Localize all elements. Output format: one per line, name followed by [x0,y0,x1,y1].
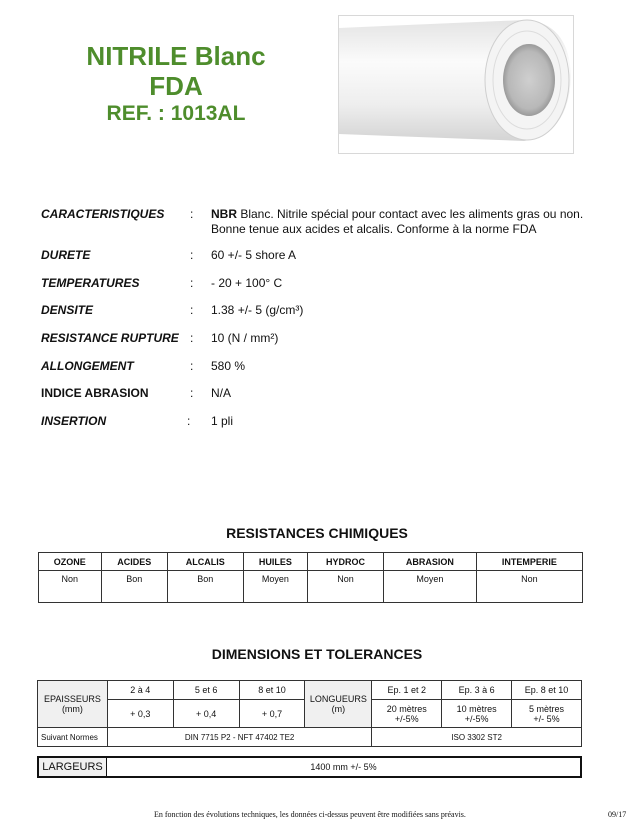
spec-colon: : [190,207,194,221]
epaisseur-tolerance-3 [239,700,305,728]
epaisseur-tolerance-3-text: + 0,7 [261,708,283,719]
resistance-value-hydroc: Non [308,571,384,603]
longueur-value-2 [442,700,512,728]
resistance-header-ozone: OZONE [39,553,102,571]
spec-colon: : [190,359,194,373]
normes-label: Suivant Normes [38,728,108,747]
spec-label-temperatures: TEMPERATURES [41,276,140,290]
resistances-table [38,552,583,603]
footer-disclaimer: En fonction des évolutions techniques, les données ci-dessus peuvent être modifiées sans préavis. [154,810,466,819]
spec-value-line2: Bonne tenue aux acides et alcalis. Conforme à la norme FDA [211,222,537,236]
spec-value-temperatures: - 20 + 100° C [211,276,283,290]
spec-label-caracteristiques: CARACTERISTIQUES [41,207,165,221]
longueur-ep-3: Ep. 8 et 10 [512,681,582,700]
spec-label-indice-abrasion: INDICE ABRASION [41,386,149,400]
footer-code: 09/17 [608,810,627,819]
epaisseur-tolerance-2-text: + 0,4 [196,708,217,719]
epaisseurs-label: EPAISSEURS [44,694,101,704]
largeurs-table [37,756,582,778]
resistance-value-intemperie: Non [476,571,582,603]
longueur-ep-1: Ep. 1 et 2 [372,681,442,700]
resistance-value-alcalis: Bon [167,571,243,603]
resistance-value-acides: Bon [101,571,167,603]
product-subtitle: FDA [149,71,203,101]
spec-value-bold: NBR [211,207,237,221]
spec-value-allongement: 580 % [211,359,246,373]
spec-value-caracteristiques [211,207,583,237]
resistance-header-abrasion: ABRASION [383,553,476,571]
largeurs-value: 1400 mm +/- 5% [107,757,582,777]
spec-colon: : [190,386,194,400]
spec-label-resistance-rupture: RESISTANCE RUPTURE [41,331,179,345]
epaisseur-range-1: 2 à 4 [107,681,173,700]
dimensions-table [37,680,582,747]
largeurs-label: LARGEURS [38,757,107,777]
spec-value-insertion: 1 pli [211,414,234,428]
epaisseur-tolerance-1 [107,700,173,728]
longueur-value-3-text: 5 mètres [529,703,565,714]
spec-value-resistance-rupture: 10 (N / mm²) [211,331,279,345]
epaisseur-range-3: 8 et 10 [239,681,305,700]
resistances-title: RESISTANCES CHIMIQUES [226,525,408,541]
resistance-value-ozone: Non [39,571,102,603]
spec-label-insertion: INSERTION [41,414,107,428]
product-roll-image [338,15,574,154]
longueurs-unit: (m) [331,704,346,714]
longueur-tolerance-3: +/- 5% [533,713,560,724]
resistance-header-hydroc: HYDROC [308,553,384,571]
epaisseur-tolerance-2 [173,700,239,728]
epaisseur-range-2: 5 et 6 [173,681,239,700]
resistance-header-alcalis: ALCALIS [167,553,243,571]
spec-value-densite: 1.38 +/- 5 (g/cm³) [211,303,304,317]
spec-colon: : [190,248,194,262]
resistance-value-huiles: Moyen [243,571,307,603]
epaisseurs-label-cell [38,681,108,728]
product-title: NITRILE Blanc [86,41,266,71]
longueurs-label: LONGUEURS [309,694,367,704]
normes-din: DIN 7715 P2 - NFT 47402 TE2 [107,728,371,747]
spec-value-indice-abrasion: N/A [211,386,232,400]
longueur-tolerance-2: +/-5% [464,713,489,724]
spec-value-text: Blanc. Nitrile spécial pour contact avec les aliments gras ou non. [237,207,584,221]
resistances-header-row [39,553,583,571]
spec-label-allongement: ALLONGEMENT [41,359,134,373]
longueur-value-1 [372,700,442,728]
resistance-header-huiles: HUILES [243,553,307,571]
spec-colon: : [190,276,194,290]
epaisseur-tolerance-1-text: + 0,3 [130,708,151,719]
longueurs-label-cell [305,681,372,728]
longueur-value-1-text: 20 mètres [386,703,427,714]
longueur-ep-2: Ep. 3 à 6 [442,681,512,700]
longueur-tolerance-1: +/-5% [394,713,419,724]
spec-label-densite: DENSITE [41,303,94,317]
spec-colon: : [190,331,194,345]
dimensions-title: DIMENSIONS ET TOLERANCES [211,646,423,662]
resistance-value-abrasion: Moyen [383,571,476,603]
spec-value-durete: 60 +/- 5 shore A [211,248,297,262]
resistance-header-acides: ACIDES [101,553,167,571]
resistance-header-intemperie: INTEMPERIE [476,553,582,571]
longueur-value-2-text: 10 mètres [456,703,497,714]
product-reference: REF. : 1013AL [106,102,246,125]
spec-label-durete: DURETE [41,248,91,262]
spec-colon: : [190,303,194,317]
spec-colon: : [187,414,191,428]
epaisseurs-unit: (mm) [61,704,83,714]
longueur-value-3 [512,700,582,728]
resistances-values-row [39,571,583,603]
normes-iso: ISO 3302 ST2 [372,728,582,747]
rubber-roll-illustration [339,16,573,153]
